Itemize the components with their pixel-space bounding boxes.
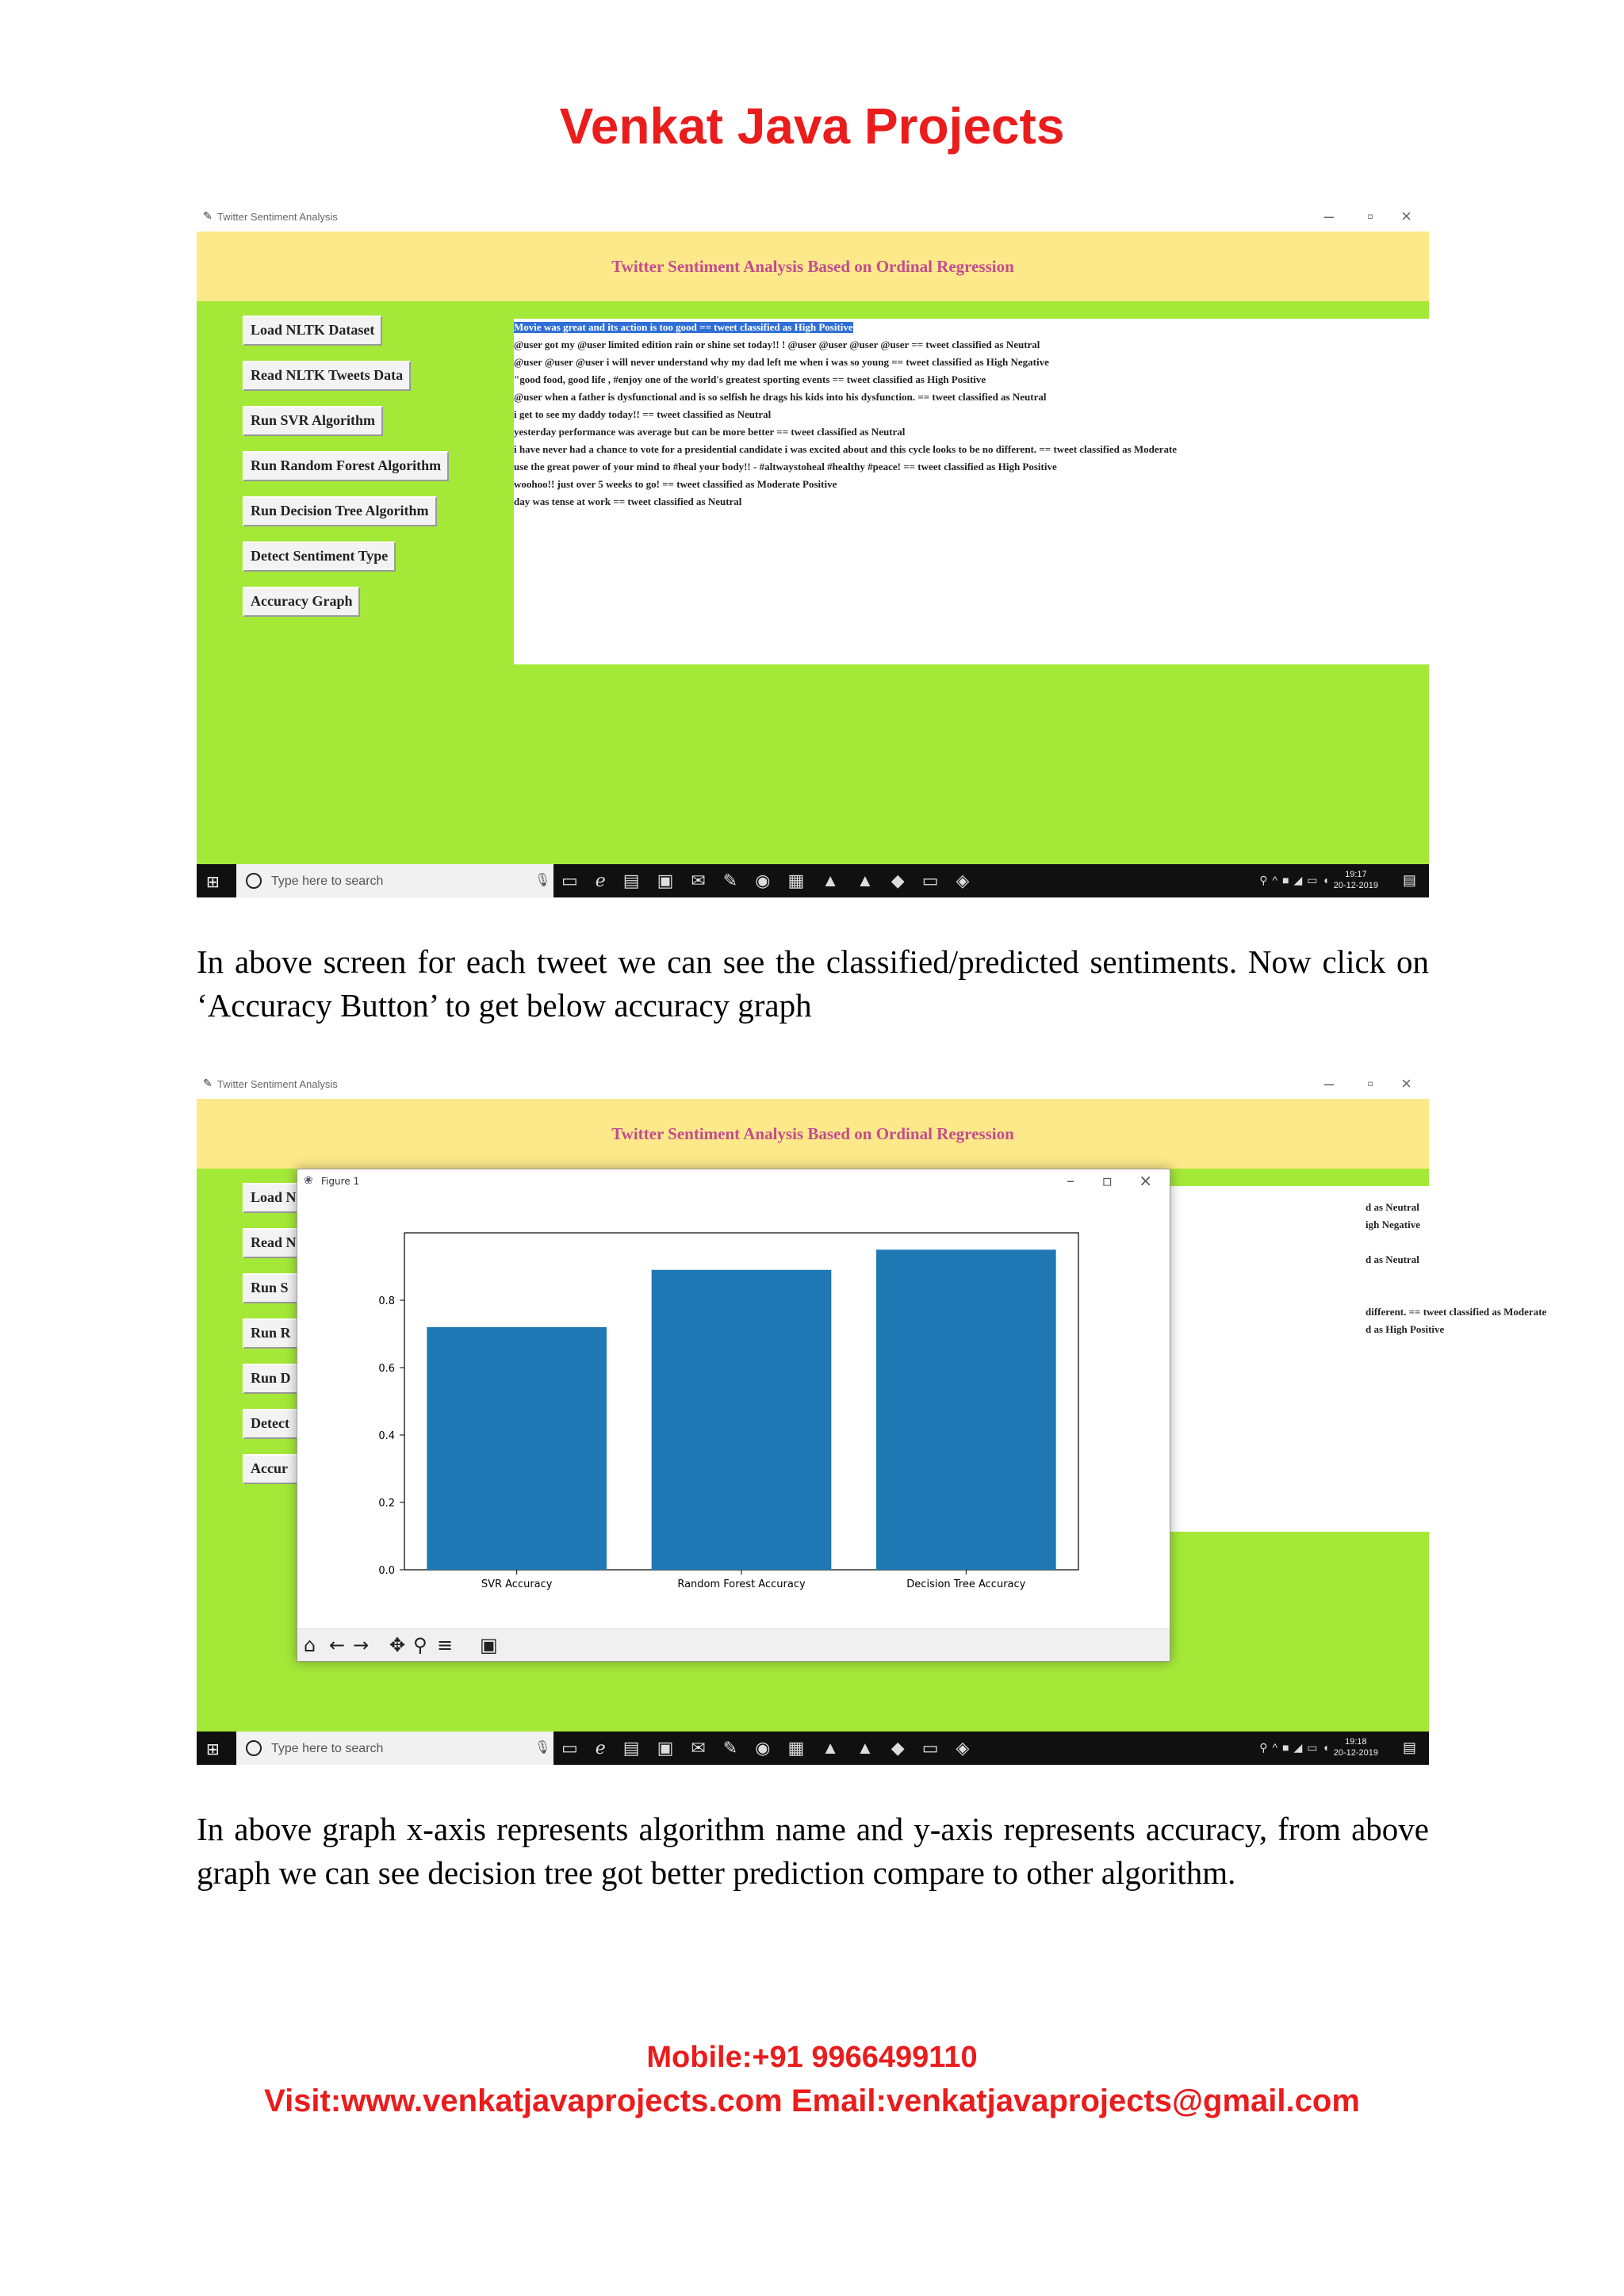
taskbar-app-icons[interactable]: ▭ℯ▤▣✉✎◉▦▲▲◆▭◈ (561, 1738, 987, 1758)
figure-app-icon: ❀ (304, 1174, 313, 1187)
taskbar-clock: 19:17 20-12-2019 (1333, 870, 1378, 890)
output-line: day was tense at work == tweet classified as Neutral (514, 496, 742, 507)
accuracy-bar-chart (297, 1169, 1170, 1629)
figure-window[interactable] (297, 1169, 1170, 1662)
x-tick-label: Random Forest Accuracy (677, 1578, 806, 1590)
feather-icon: ✎ (203, 209, 213, 222)
output-line: i have never had a chance to vote for a presidential candidate i was excited about and this cycle looks to be no different. == tweet classified as Moderate (514, 443, 1178, 455)
y-tick-label: 0.2 (378, 1498, 395, 1510)
y-tick-label: 0.4 (378, 1430, 395, 1442)
maximize-icon[interactable]: ▫ (1367, 206, 1373, 226)
bar (427, 1327, 607, 1570)
output-line: d as High Positive (1365, 1323, 1445, 1335)
x-tick-label: SVR Accuracy (481, 1578, 553, 1590)
forward-arrow-icon[interactable]: → (353, 1634, 370, 1656)
output-line: igh Negative (1365, 1219, 1420, 1230)
read-nltk-tweets-button[interactable]: Read NLTK Tweets Data (243, 361, 411, 391)
configure-subplots-icon[interactable]: ≡ (437, 1634, 454, 1656)
output-line: d as Neutral (1365, 1253, 1419, 1265)
output-line: d as Neutral (1365, 1201, 1419, 1213)
maximize-icon[interactable]: ▫ (1367, 1073, 1373, 1093)
document-title: Venkat Java Projects (559, 98, 1065, 155)
figure-title: Figure 1 (321, 1176, 360, 1187)
paragraph-2: In above graph x-axis represents algorithm name and y-axis represents accuracy, from above graph we can see decision tree got better prediction compare to other algorithm. (197, 1811, 1429, 1891)
window-titlebar (197, 1070, 1429, 1099)
app-heading: Twitter Sentiment Analysis Based on Ordinal Regression (611, 1124, 1014, 1143)
load-nltk-dataset-button[interactable]: Load NLTK Dataset (243, 316, 382, 346)
close-icon[interactable]: × (1401, 1073, 1411, 1093)
system-tray-icons[interactable]: ⚲^■◢▭◖ (1259, 1741, 1334, 1754)
app-screenshot-1 (197, 203, 1429, 897)
app-header (197, 232, 1429, 301)
output-line: use the great power of your mind to #heal your body!! - #altwaystoheal #healthy #peace! == tweet classified as High Positive (514, 461, 1057, 473)
cortana-icon (246, 873, 262, 889)
output-line: yesterday performance was average but can be more better == tweet classified as Neutral (514, 426, 906, 438)
output-line: "good food, good life , #enjoy one of the world's greatest sporting events == tweet classified as High Positive (514, 373, 986, 385)
x-tick-label: Decision Tree Accuracy (906, 1578, 1026, 1590)
run-random-forest-button[interactable]: Run R (243, 1318, 298, 1349)
detect-sentiment-button[interactable]: Detect (243, 1409, 298, 1439)
load-nltk-dataset-button[interactable]: Load N (243, 1183, 298, 1213)
window-title: Twitter Sentiment Analysis (217, 211, 338, 223)
microphone-icon[interactable]: 🎙 (534, 874, 551, 887)
output-textarea[interactable] (514, 319, 1429, 664)
taskbar-clock: 19:18 20-12-2019 (1333, 1737, 1378, 1758)
accuracy-graph-button[interactable]: Accur (243, 1454, 298, 1484)
windows-taskbar (197, 864, 1429, 897)
footer-mobile: Mobile:+91 9966499110 (646, 2041, 978, 2074)
microphone-icon[interactable]: 🎙 (534, 1741, 551, 1755)
output-line: @user when a father is dysfunctional and is so selfish he drags his kids into his dysfunction. == tweet classified as Neutral (514, 391, 1047, 403)
search-placeholder: Type here to search (271, 1742, 384, 1755)
window-titlebar (197, 203, 1429, 232)
system-tray-icons[interactable]: ⚲^■◢▭◖ (1259, 874, 1334, 886)
windows-start-icon[interactable]: ⊞ (206, 874, 220, 891)
maximize-icon[interactable]: ▫ (1101, 1171, 1113, 1190)
windows-taskbar (197, 1732, 1429, 1765)
search-placeholder: Type here to search (271, 874, 384, 888)
app-screenshot-2 (197, 1070, 1547, 1765)
window-title: Twitter Sentiment Analysis (217, 1078, 338, 1090)
y-tick-label: 0.6 (378, 1363, 395, 1375)
app-header (197, 1099, 1429, 1169)
cortana-icon (246, 1740, 262, 1756)
output-line: woohoo!! just over 5 weeks to go! == tweet classified as Moderate Positive (514, 478, 837, 490)
taskbar-app-icons[interactable]: ▭ℯ▤▣✉✎◉▦▲▲◆▭◈ (561, 871, 987, 890)
windows-start-icon[interactable]: ⊞ (206, 1741, 220, 1758)
bar (652, 1270, 832, 1570)
back-arrow-icon[interactable]: ← (329, 1634, 346, 1656)
y-tick-label: 0.0 (378, 1565, 395, 1577)
minimize-icon[interactable]: – (1323, 1073, 1334, 1093)
minimize-icon[interactable]: – (1323, 206, 1334, 226)
minimize-icon[interactable]: – (1067, 1171, 1074, 1190)
run-decision-tree-button[interactable]: Run D (243, 1364, 298, 1394)
run-decision-tree-button[interactable]: Run Decision Tree Algorithm (243, 496, 437, 526)
run-svr-button[interactable]: Run SVR Algorithm (243, 406, 383, 436)
figure-toolbar (297, 1628, 1170, 1661)
output-line: i get to see my daddy today!! == tweet classified as Neutral (514, 408, 772, 420)
paragraph-1: In above screen for each tweet we can see the classified/predicted sentiments. Now click on ‘Accuracy Button’ to get below accuracy graph (197, 943, 1429, 1024)
feather-icon: ✎ (203, 1077, 213, 1089)
notification-icon[interactable]: ▤ (1402, 872, 1416, 888)
close-icon[interactable]: × (1139, 1171, 1152, 1190)
detect-sentiment-button[interactable]: Detect Sentiment Type (243, 541, 396, 572)
accuracy-graph-button[interactable]: Accuracy Graph (243, 587, 360, 617)
bar (876, 1249, 1056, 1570)
read-nltk-tweets-button[interactable]: Read N (243, 1228, 298, 1258)
taskbar-search[interactable] (236, 1732, 553, 1765)
app-heading: Twitter Sentiment Analysis Based on Ordinal Regression (611, 257, 1014, 276)
notification-icon[interactable]: ▤ (1402, 1739, 1416, 1755)
y-tick-label: 0.8 (378, 1295, 395, 1307)
output-line: different. == tweet classified as Moderate (1365, 1306, 1547, 1318)
run-svr-button[interactable]: Run S (243, 1273, 298, 1303)
footer-contact: Visit:www.venkatjavaprojects.com Email:venkatjavaprojects@gmail.com (264, 2084, 1360, 2118)
output-line: Movie was great and its action is too good == tweet classified as High Positive (514, 321, 853, 333)
run-random-forest-button[interactable]: Run Random Forest Algorithm (243, 451, 449, 481)
output-line: @user @user @user i will never understand why my dad left me when i was so young == tweet classified as High Negative (514, 356, 1049, 368)
output-line: @user got my @user limited edition rain or shine set today!! ! @user @user @user @user == tweet classified as Neutral (514, 339, 1040, 350)
zoom-icon[interactable]: ⚲ (413, 1634, 427, 1656)
save-icon[interactable]: ▣ (480, 1634, 498, 1656)
pan-icon[interactable]: ✥ (389, 1634, 406, 1656)
taskbar-search[interactable] (236, 864, 553, 897)
home-icon[interactable]: ⌂ (304, 1634, 316, 1656)
close-icon[interactable]: × (1401, 206, 1411, 226)
